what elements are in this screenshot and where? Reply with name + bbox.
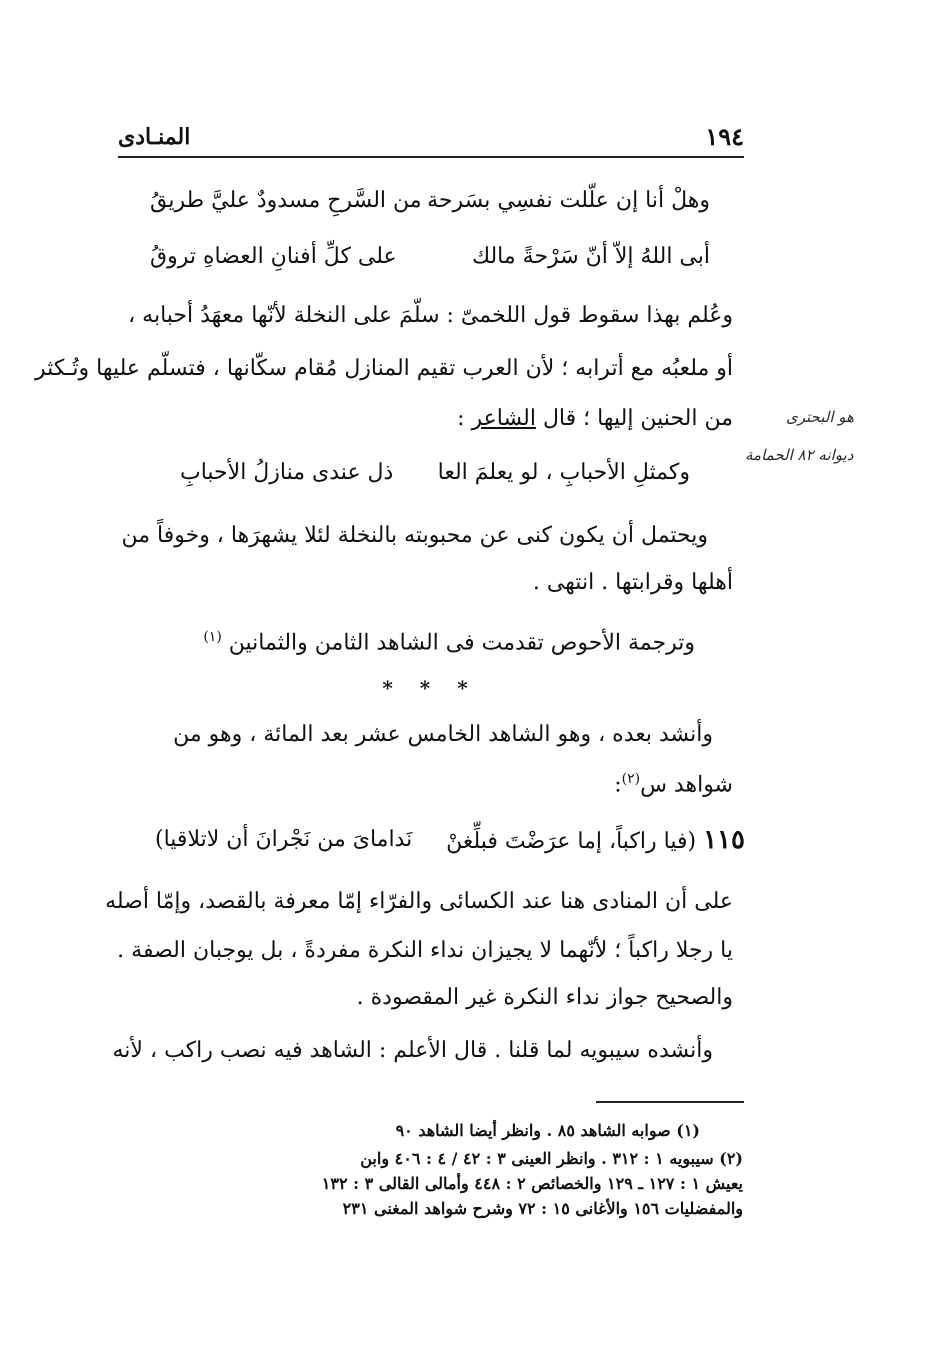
paragraph-line: وعُلم بهذا سقوط قول اللخمىّ : سلّمَ على النخلة لأنّها معهَدُ أحبابه ، (128, 303, 733, 328)
verse-first-part (446, 825, 745, 857)
handwritten-margin-note: ديوانه ٨٢ الحمامة (745, 446, 854, 464)
underlined-word: الشاعر (471, 406, 536, 431)
page-header (118, 118, 744, 158)
running-title: المنـادى (118, 124, 191, 150)
paragraph-line-text: وترجمة الأحوص تقدمت فى الشاهد الثامن والثمانين (228, 630, 695, 656)
verse-hemistich-second: ذل عندى منازلُ الأحبابِ (180, 460, 394, 485)
verse-hemistich-first: أبى اللهُ إلاّ أنّ سَرْحةً مالك (471, 244, 710, 269)
verse-line-1 (150, 186, 710, 218)
paragraph-line: أهلها وقرابتها . انتهى . (532, 570, 733, 595)
footnote-line: (٢) سيبويه ١ : ٣١٢ . وانظر العينى ٣ : ٤٢ / ٤ : ٤٠٦ وابن (360, 1149, 743, 1168)
paragraph-line-end: : (614, 772, 622, 798)
section-separator: * * * (382, 676, 478, 700)
paragraph-line (614, 764, 733, 800)
paragraph-line (203, 622, 695, 658)
numbered-verse (155, 825, 745, 861)
footnote-line: يعيش ١ : ١٢٧ ـ ١٢٩ والخصائص ٢ : ٤٤٨ وأمالى القالى ٣ : ١٣٢ (321, 1174, 743, 1193)
verse-number: ١١٥ (703, 825, 745, 855)
paragraph-line (457, 404, 733, 434)
paragraph-line-text: من الحنين إليها ؛ قال الشاعر : (457, 406, 733, 431)
paragraph-line: والصحيح جواز نداء النكرة غير المقصودة . (356, 985, 733, 1010)
verse-line-3 (180, 458, 690, 490)
footnote-divider (596, 1101, 744, 1103)
verse-hemistich-second: على كلِّ أفنانِ العضاهِ تروقُ (150, 244, 397, 269)
footnote-line: (١) صوابه الشاهد ٨٥ . وانظر أيضا الشاهد ٩٠ (395, 1121, 700, 1140)
paragraph-line: أو ملعبُه مع أترابه ؛ لأن العرب تقيم المنازل مُقام سكّانها ، فتسلّم عليها وتُـكثر (35, 356, 733, 381)
handwritten-margin-note: هو البحترى (786, 408, 854, 426)
page-number: ١٩٤ (705, 122, 744, 151)
verse-hemistich-first: وكمثلِ الأحبابِ ، لو يعلمَ العا (437, 460, 690, 485)
paragraph-line: وأنشد بعده ، وهو الشاهد الخامس عشر بعد المائة ، وهو من (173, 722, 713, 747)
paragraph-line: على أن المنادى هنا عند الكسائى والفرّاء إمّا معرفة بالقصد، وإمّا أصله (105, 889, 733, 914)
verse-hemistich-first: وهلْ أنا إن علّلت نفسِي بسَرحة (427, 188, 710, 213)
verse-hemistich-second: نَداماىَ من نَجْرانَ أن لاتلاقيا) (155, 827, 413, 852)
paragraph-line: ويحتمل أن يكون كنى عن محبوبته بالنخلة لئلا يشهرَها ، وخوفاً من (121, 523, 708, 548)
paragraph-line: يا رجلا راكباً ؛ لأنّهما لا يجيزان نداء النكرة مفردةً ، بل يوجبان الصفة . (117, 938, 733, 963)
paragraph-line: وأنشده سيبويه لما قلنا . قال الأعلم : الشاهد فيه نصب راكب ، لأنه (112, 1038, 713, 1063)
verse-hemistich-first: (فيا راكباً، إما عرَضْتَ فبلِّغنْ (446, 829, 697, 854)
verse-line-2 (150, 242, 710, 274)
footnote-line: والمفضليات ١٥٦ والأغانى ١٥ : ٧٢ وشرح شواهد المغنى ٢٣١ (342, 1199, 743, 1218)
paragraph-line-text: شواهد س (640, 772, 733, 798)
verse-hemistich-second: من السَّرحِ مسدودٌ عليَّ طريقُ (150, 188, 422, 213)
footnote-ref: (١) (203, 629, 222, 645)
footnote-ref: (٢) (621, 771, 641, 787)
